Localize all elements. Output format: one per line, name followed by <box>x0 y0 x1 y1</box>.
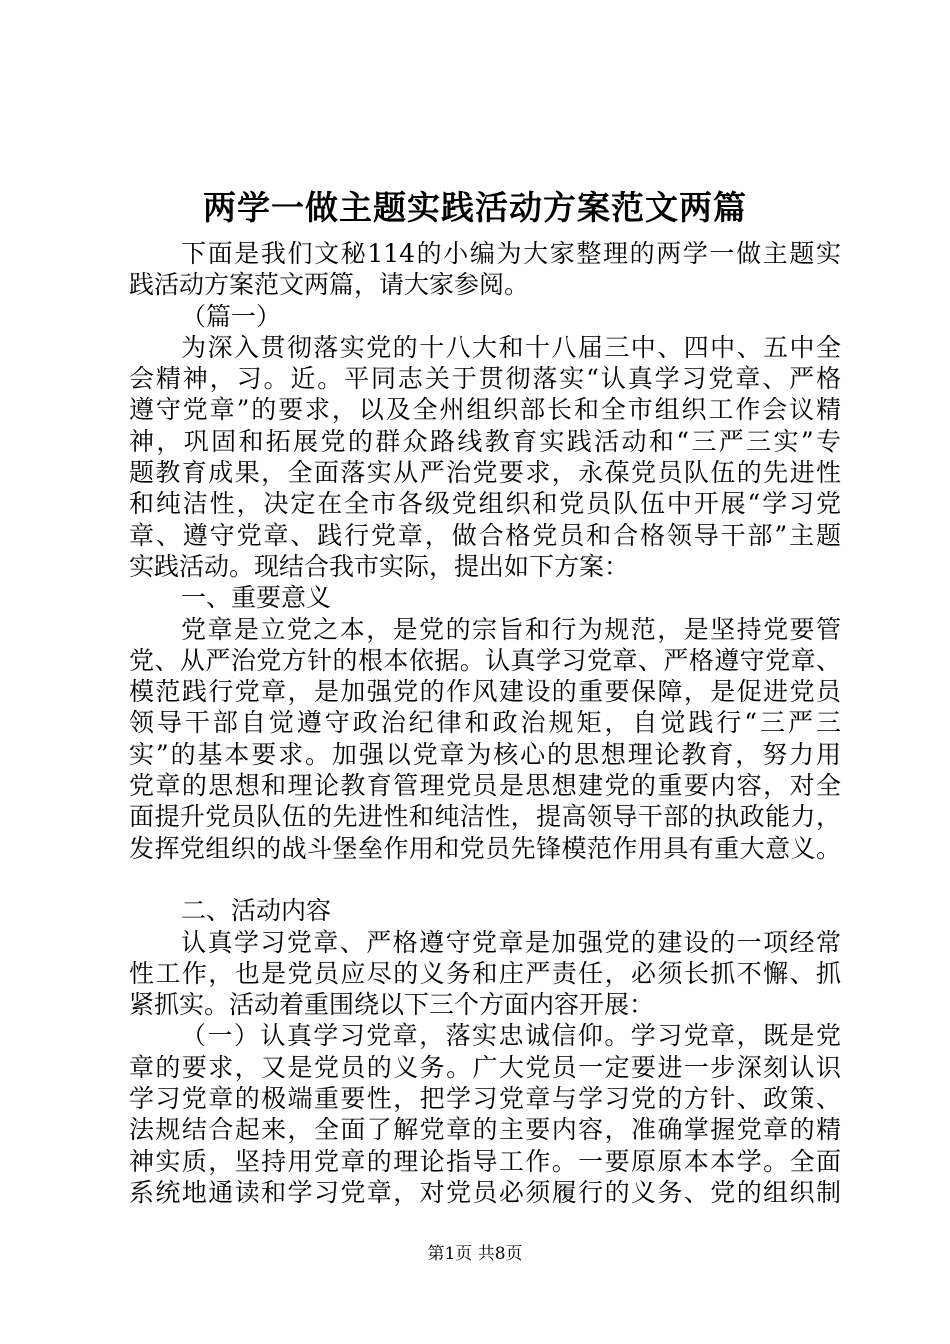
document-body <box>129 238 841 1208</box>
paragraph-line: 下面是我们文秘114的小编为大家整理的两学一做主题实 <box>181 239 841 268</box>
section-marker: （篇一） <box>181 301 282 331</box>
paragraph-line: 性工作，也是党员应尽的义务和庄严责任，必须长抓不懈、抓 <box>129 958 841 988</box>
paragraph-line: 神实质，坚持用党章的理论指导工作。一要原原本本学。全面 <box>129 1146 841 1176</box>
document-title: 两学一做主题实践活动方案范文两篇 <box>203 188 747 227</box>
paragraph-line: 践活动方案范文两篇，请大家参阅。 <box>129 270 530 300</box>
paragraph-line: 党章是立党之本，是党的宗旨和行为规范，是坚持党要管 <box>181 614 841 644</box>
paragraph-line: 发挥党组织的战斗堡垒作用和党员先锋模范作用具有重大意义。 <box>129 833 841 863</box>
paragraph-line: 为深入贯彻落实党的十八大和十八届三中、四中、五中全 <box>181 332 841 362</box>
paragraph-line: 神，巩固和拓展党的群众路线教育实践活动和“三严三实”专 <box>129 426 841 456</box>
paragraph-line: 认真学习党章、严格遵守党章是加强党的建设的一项经常 <box>181 927 841 957</box>
paragraph-line: 题教育成果，全面落实从严治党要求，永葆党员队伍的先进性 <box>129 458 841 488</box>
paragraph-line: 学习党章的极端重要性，把学习党章与学习党的方针、政策、 <box>129 1084 841 1114</box>
paragraph-line: 遵守党章”的要求，以及全州组织部长和全市组织工作会议精 <box>129 395 841 425</box>
paragraph-line: 领导干部自觉遵守政治纪律和政治规矩，自觉践行“三严三 <box>129 708 841 738</box>
paragraph-line: 章、遵守党章、践行党章，做合格党员和合格领导干部”主题 <box>129 520 841 550</box>
paragraph-line: 系统地通读和学习党章，对党员必须履行的义务、党的组织制 <box>129 1177 841 1207</box>
paragraph-line: 法规结合起来，全面了解党章的主要内容，准确掌握党章的精 <box>129 1115 841 1145</box>
paragraph-line: （一）认真学习党章，落实忠诚信仰。学习党章，既是党 <box>181 1021 841 1051</box>
paragraph-line: 和纯洁性，决定在全市各级党组织和党员队伍中开展“学习党 <box>129 489 841 519</box>
paragraph-line: 模范践行党章，是加强党的作风建设的重要保障，是促进党员 <box>129 677 841 707</box>
paragraph-line: 面提升党员队伍的先进性和纯洁性，提高领导干部的执政能力， <box>129 802 841 832</box>
paragraph-line: 党章的思想和理论教育管理党员是思想建党的重要内容，对全 <box>129 771 841 801</box>
paragraph-line: 实践活动。现结合我市实际，提出如下方案： <box>129 551 630 581</box>
paragraph-line: 实”的基本要求。加强以党章为核心的思想理论教育，努力用 <box>129 739 841 769</box>
page-number: 第1页 共8页 <box>427 1244 523 1264</box>
paragraph-line: 党、从严治党方针的根本依据。认真学习党章、严格遵守党章、 <box>129 645 841 675</box>
blank-line <box>129 864 841 895</box>
paragraph-line: 会精神，习。近。平同志关于贯彻落实“认真学习党章、严格 <box>129 364 841 394</box>
section-heading: 一、重要意义 <box>181 583 332 613</box>
paragraph-line: 章的要求，又是党员的义务。广大党员一定要进一步深刻认识 <box>129 1052 841 1082</box>
section-heading: 二、活动内容 <box>181 896 332 926</box>
paragraph-line: 紧抓实。活动着重围绕以下三个方面内容开展： <box>129 990 655 1020</box>
